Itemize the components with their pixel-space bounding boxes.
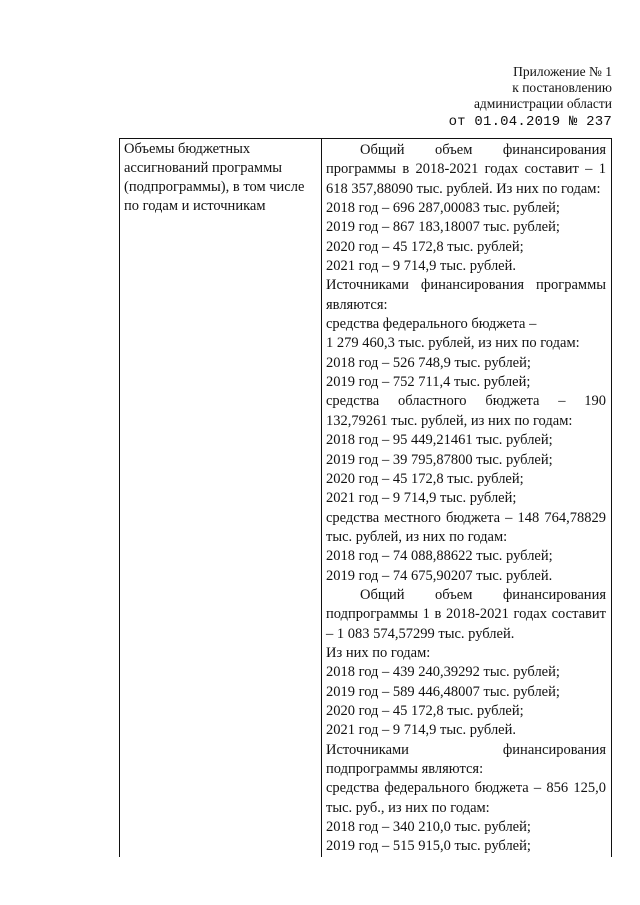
content-line: средства местного бюджета – 148 764,78829 тыс. рублей, из них по годам:	[326, 509, 606, 545]
resolution-date-number: от 01.04.2019 № 237	[448, 114, 612, 130]
content-line: Из них по годам:	[326, 644, 431, 661]
content-line: 2019 год – 74 675,90207 тыс. рублей.	[326, 567, 553, 584]
appendix-authority: администрации области	[473, 96, 612, 111]
document-header	[372, 64, 612, 130]
budget-label-cell	[120, 139, 322, 857]
content-line: 2018 год – 439 240,39292 тыс. рублей;	[326, 664, 560, 681]
appendix-number: Приложение № 1	[513, 64, 612, 79]
budget-label-text: Объемы бюджетных ассигнований программы (подпрограммы), в том числе по годам и источникам	[124, 141, 305, 214]
content-line: средства федерального бюджета –	[326, 316, 537, 333]
content-line: Общий объем финансирования подпрограммы 1 в 2018-2021 годах составит – 1 083 574,57299 тыс. рублей.	[326, 586, 606, 642]
content-line: средства областного бюджета – 190 132,79261 тыс. рублей, из них по годам:	[326, 393, 606, 429]
content-line: 2021 год – 9 714,9 тыс. рублей;	[326, 490, 517, 507]
budget-table	[119, 138, 612, 857]
content-line: средства федерального бюджета – 856 125,0 тыс. руб., из них по годам:	[326, 780, 606, 816]
content-line: 2018 год – 74 088,88622 тыс. рублей;	[326, 548, 553, 565]
content-line: 2019 год – 39 795,87800 тыс. рублей;	[326, 451, 553, 468]
content-line: 2018 год – 526 748,9 тыс. рублей;	[326, 354, 531, 371]
content-line: Источниками финансирования подпрограммы являются:	[326, 741, 606, 777]
content-line: 2021 год – 9 714,9 тыс. рублей.	[326, 258, 517, 275]
content-line: 2019 год – 867 183,18007 тыс. рублей;	[326, 219, 560, 236]
content-line: 2018 год – 696 287,00083 тыс. рублей;	[326, 200, 560, 217]
content-line: 1 279 460,3 тыс. рублей, из них по годам:	[326, 335, 580, 352]
budget-content-cell	[322, 139, 612, 857]
content-line: 2019 год – 752 711,4 тыс. рублей;	[326, 374, 531, 391]
content-line: 2020 год – 45 172,8 тыс. рублей;	[326, 238, 524, 255]
content-line: 2021 год – 9 714,9 тыс. рублей.	[326, 722, 517, 739]
content-line: Общий объем финансирования программы в 2018-2021 годах составит – 1 618 357,88090 тыс. рублей. Из них по годам:	[326, 142, 606, 197]
content-line: 2020 год – 45 172,8 тыс. рублей;	[326, 470, 524, 487]
content-line: 2019 год – 589 446,48007 тыс. рублей;	[326, 683, 560, 700]
table-row	[120, 139, 612, 857]
appendix-reference: к постановлению	[512, 80, 612, 95]
content-line: 2019 год – 515 915,0 тыс. рублей;	[326, 838, 531, 855]
content-line: Источниками финансирования программы являются:	[326, 277, 606, 313]
content-line: 2018 год – 340 210,0 тыс. рублей;	[326, 819, 531, 836]
content-line: 2018 год – 95 449,21461 тыс. рублей;	[326, 432, 553, 449]
content-line: 2020 год – 45 172,8 тыс. рублей;	[326, 702, 524, 719]
